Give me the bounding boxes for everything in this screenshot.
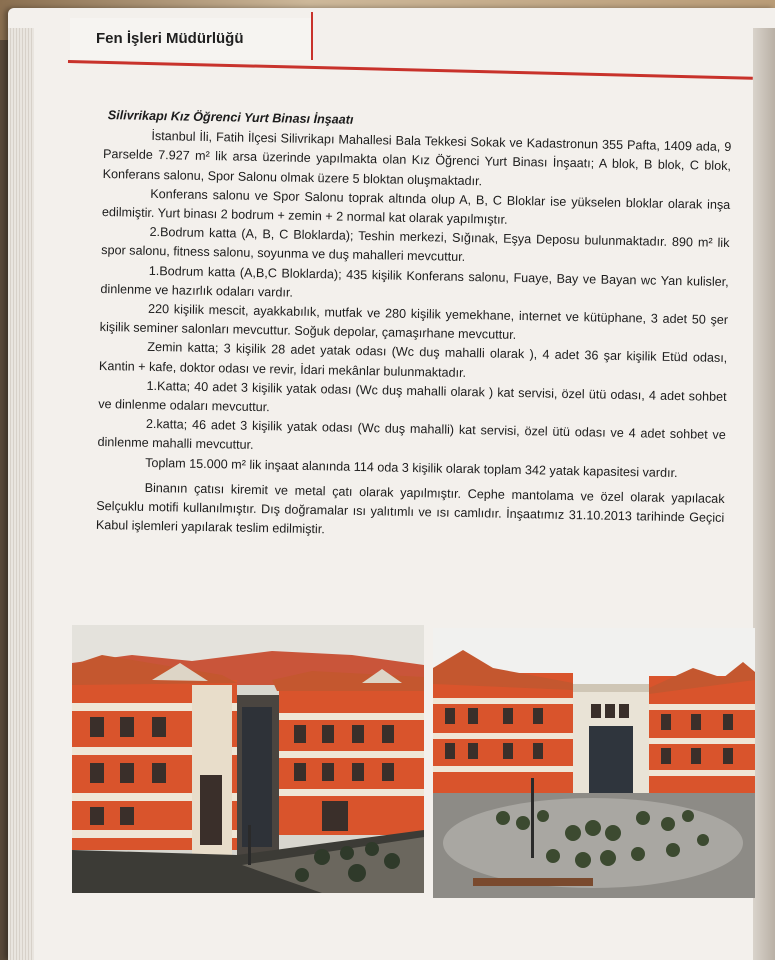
- dormitory-courtyard-photo: [433, 628, 755, 898]
- paragraph-second-floor: 2.katta; 46 adet 3 kişilik yatak odası (Wc duş mahalli) kat servisi, özel ütü odası ve 4 adet sohbet ve dinlenme mahalli mevcuttur.: [97, 417, 726, 453]
- dormitory-exterior-photo: [72, 625, 424, 893]
- section-title: Fen İşleri Müdürlüğü: [96, 30, 244, 47]
- header-divider: [311, 12, 313, 60]
- paragraph-second-basement: 2.Bodrum katta (A, B, C Bloklarda); Teshin merkezi, Sığınak, Eşya Deposu bulunmaktadır. 890 m² lik spor salonu, fitness salonu, soyunma ve duş mahalleri mevcuttur.: [101, 225, 730, 265]
- page-spine-edge: [753, 28, 775, 960]
- article-title: Silivrikapı Kız Öğrenci Yurt Binası İnşaatı: [107, 108, 354, 127]
- paragraph-blocks: Konferans salonu ve Spor Salonu toprak altında olup A, B, C Bloklar ise yükselen bloklar olarak inşa edilmiştir. Yurt binası 2 bodrum + zemin + 2 normal kat olarak yapılmıştır.: [101, 186, 731, 227]
- paragraph-location: İstanbul İli, Fatih İlçesi Silivrikapı Mahallesi Bala Tekkesi Sokak ve Kadastronun 355 Pafta, 1409 ada, 9 Parselde 7.927 m² lik arsa üzerinde yapılmakta olan Kız Öğrenci Yurt Binası İnşaatı; A blok, B blok, C blok, Konferans salonu, Spor Salonu olmak üzere 5 bloktan oluşmaktadır.: [102, 129, 732, 188]
- paragraph-roof-delivery: Binanın çatısı kiremit ve metal çatı olarak yapılmıştır. Cephe mantolama ve özel olarak yapılacak Selçuklu motifi kullanılmıştır. Dış doğramalar ısı yalıtımlı ve ısı camlıdır. İnşaatımız 31.10.2013 tarihinde Geçici Kabul işlemleri yapılarak teslim edilmiştir.: [95, 480, 725, 537]
- paragraph-first-floor: 1.Katta; 40 adet 3 kişilik yatak odası (Wc duş mahalli olarak ) kat servisi, özel ütü odası, 4 adet sohbet ve dinlenme odaları mevcuttur.: [98, 378, 727, 415]
- paragraph-capacity: Toplam 15.000 m² lik inşaat alanında 114 oda 3 kişilik olarak toplam 342 yatak kapasitesi vardır.: [145, 455, 678, 480]
- paragraph-facilities: 220 kişilik mescit, ayakkabılık, mutfak ve 280 kişilik yemekhane, internet ve kütüphane, 3 adet 50 şer kişilik seminer salonları mevcuttur. Soğuk depolar, çamaşırhane mevcuttur.: [99, 301, 729, 343]
- page-edges: [8, 28, 34, 960]
- article-body: [96, 106, 732, 547]
- dormitory-courtyard-illustration: [433, 628, 755, 898]
- paragraph-ground-floor: Zemin katta; 3 kişilik 28 adet yatak odası (Wc duş mahalli olarak ), 4 adet 36 şar kişilik Etüd odası, Kantin + kafe, doktor odası ve revir, İdari mekânlar bulunmaktadır.: [98, 340, 728, 380]
- paragraph-first-basement: 1.Bodrum katta (A,B,C Bloklarda); 435 kişilik Konferans salonu, Fuaye, Bay ve Bayan wc Yan kulisler, dinlenme ve hazırlık odaları vardır.: [100, 263, 729, 300]
- dormitory-exterior-illustration: [72, 625, 424, 893]
